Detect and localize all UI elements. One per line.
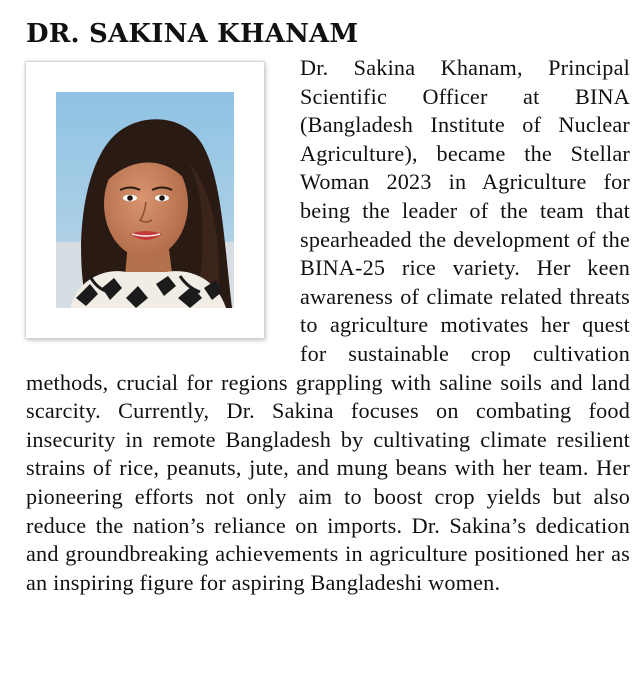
article	[26, 14, 630, 597]
portrait-frame	[26, 62, 264, 338]
portrait-photo	[56, 92, 234, 308]
article-body: Dr. Sakina Khanam, Principal Scientific Officer at BINA (Bangladesh Institute of Nuclear Agriculture), became the Stellar Woman 2023 in Agriculture for being the leader of the team that spearheaded the development of the BINA-25 rice variety. Her keen awareness of climate related threats to agriculture motivates her quest for sustainable crop cultivation methods, crucial for regions grappling with saline soils and land scarcity. Currently, Dr. Sakina focuses on combating food insecurity in remote Bangladesh by cultivating climate resilient strains of rice, peanuts, jute, and mung beans with her team. Her pioneering efforts not only aim to boost crop yields but also reduce the nation’s reliance on imports. Dr. Sakina’s dedication and groundbreaking achievements in agriculture positioned her as an inspiring figure for aspiring Bangladeshi women.	[26, 55, 630, 595]
portrait-illustration	[56, 92, 234, 308]
article-headline: DR. SAKINA KHANAM	[26, 19, 359, 49]
